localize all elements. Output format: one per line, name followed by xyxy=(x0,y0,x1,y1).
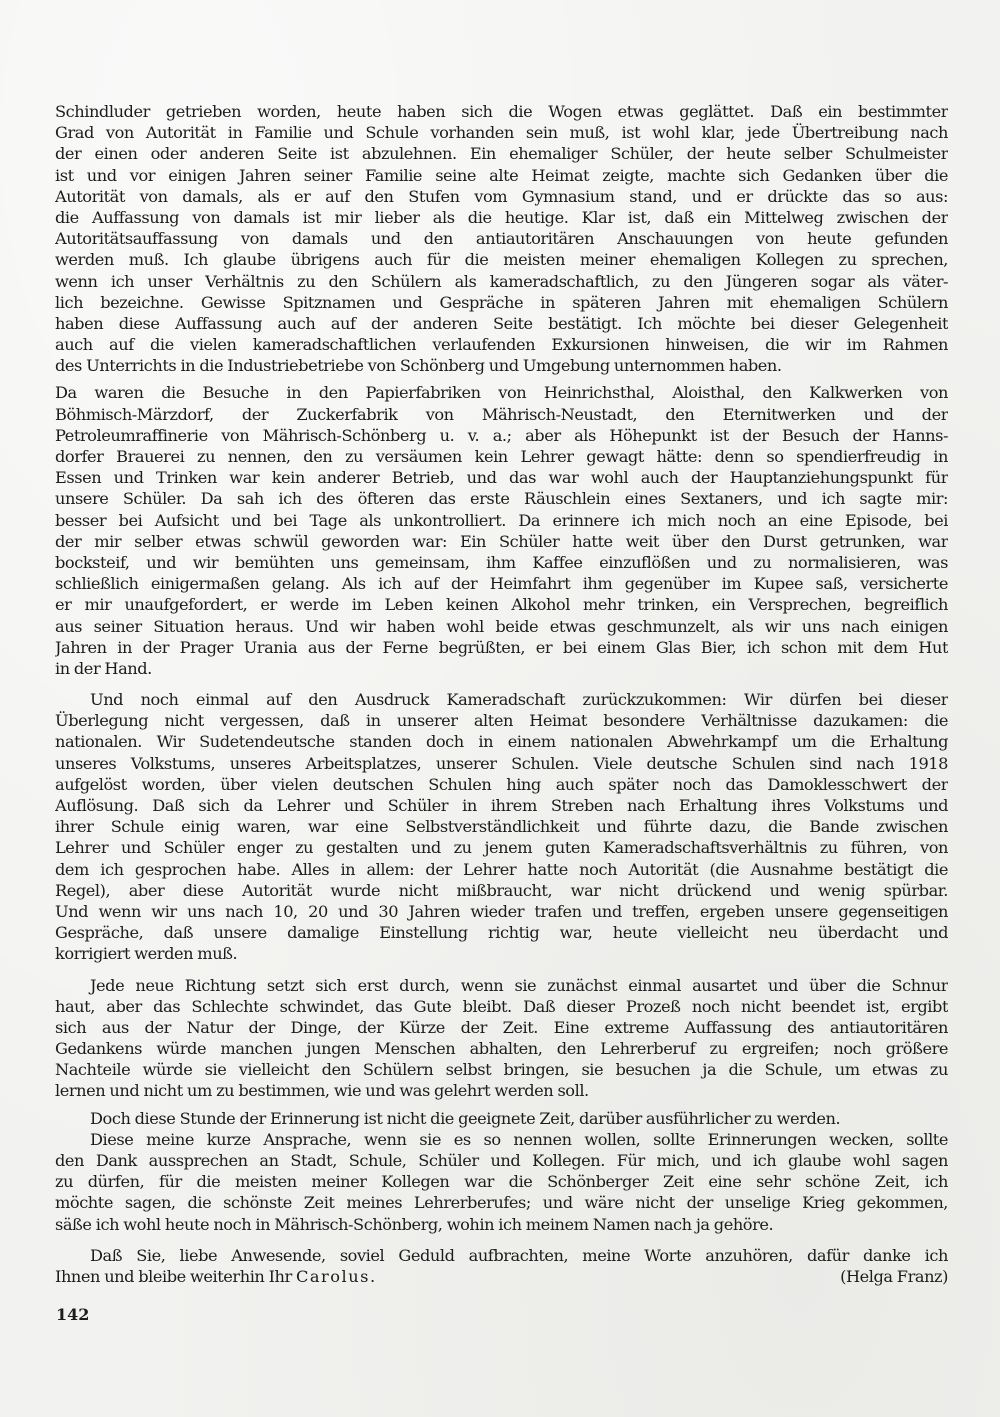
paragraph xyxy=(55,1129,948,1235)
text-line: wenn ich unser Verhältnis zu den Schülern als kameradschaftlich, zu den Jüngeren sogar als väter- xyxy=(55,271,948,291)
text-line: unseres Volkstums, unseres Arbeitsplatzes, unserer Schulen. Viele deutsche Schulen sind nach 1918 xyxy=(55,753,948,773)
signature-line xyxy=(55,1266,948,1287)
text-line: Jahren in der Prager Urania aus der Ferne begrüßten, er bei einem Glas Bier, ich schon mit dem Hut xyxy=(55,637,948,657)
text-line: Überlegung nicht vergessen, daß in unserer alten Heimat besondere Verhältnisse dazukamen: die xyxy=(55,711,948,731)
text-line: Und wenn wir uns nach 10, 20 und 30 Jahren wieder trafen und treffen, ergeben unsere gegenseitigen xyxy=(55,901,948,921)
text-line: ihrer Schule einig waren, war eine Selbstverständlichkeit und führte dazu, die Bande zwischen xyxy=(55,817,948,837)
page-number: 142 xyxy=(56,1305,90,1324)
text-line: Essen und Trinken war kein anderer Betrieb, und das war wohl auch der Hauptanziehungspunkt für xyxy=(55,468,948,488)
text-line: unsere Schüler. Da sah ich des öfteren das erste Räuschlein eines Sextaners, und ich sagte mir: xyxy=(55,489,948,509)
text-line: auch auf die vielen kameradschaftlichen verlaufenden Exkursionen hinweisen, die wir im Rahmen xyxy=(55,335,948,355)
text-line: zu dürfen, für die meisten meiner Kollegen war die Schönberger Zeit eine sehr schöne Zeit, ich xyxy=(55,1172,948,1192)
text-line: bocksteif, und wir bemühten uns gemeinsam, ihm Kaffee einzuflößen und zu normalisieren, was xyxy=(55,552,948,572)
text-line: Jede neue Richtung setzt sich erst durch, wenn sie zunächst einmal ausartet und über die Schnur xyxy=(90,975,948,995)
text-line: lernen und nicht um zu bestimmen, wie und was gelehrt werden soll. xyxy=(55,1081,589,1101)
text-line: werden muß. Ich glaube übrigens auch für die meisten meiner ehemaligen Kollegen zu sprechen, xyxy=(55,250,948,270)
text-line: Diese meine kurze Ansprache, wenn sie es so nennen wollen, sollte Erinnerungen wecken, sollte xyxy=(90,1129,948,1149)
text-line: lich bezeichne. Gewisse Spitznamen und Gespräche in späteren Jahren mit ehemaligen Schülern xyxy=(55,292,948,312)
text-line: Grad von Autorität in Familie und Schule vorhanden sein muß, ist wohl klar, jede Übertreibung nach xyxy=(55,123,948,143)
text-line: Da waren die Besuche in den Papierfabriken von Heinrichsthal, Aloisthal, den Kalkwerken von xyxy=(55,383,948,403)
text-line: säße ich wohl heute noch in Mährisch-Schönberg, wohin ich meinem Namen nach ja gehöre. xyxy=(55,1214,774,1234)
paragraph-gap xyxy=(55,965,948,975)
paragraph-gap xyxy=(55,1235,948,1245)
text-line: Doch diese Stunde der Erinnerung ist nicht die geeignete Zeit, darüber ausführlicher zu werden. xyxy=(90,1108,841,1128)
text-line: Autoritätsauffassung von damals und den antiautoritären Anschauungen von heute gefunden xyxy=(55,229,948,249)
text-line: aus seiner Situation heraus. Und wir haben wohl beide etwas geschmunzelt, als wir uns nach einigen xyxy=(55,616,948,636)
closing-paragraph xyxy=(55,1245,948,1287)
text-line: Auflösung. Daß sich da Lehrer und Schüler in ihrem Streben nach Erhaltung ihres Volkstums und xyxy=(55,796,948,815)
text-line: möchte sagen, die schönste Zeit meines Lehrerberufes; und wäre nicht der unselige Krieg gekommen, xyxy=(55,1193,948,1213)
signature-name: Carolus. xyxy=(296,1266,377,1286)
text-line: haut, aber das Schlechte schwindet, das Gute bleibt. Daß dieser Prozeß noch nicht beendet ist, ergibt xyxy=(55,996,948,1016)
text-line: ist und vor einigen Jahren seiner Familie seine alte Heimat zeigte, machte sich Gedanken über die xyxy=(55,165,948,185)
text-line: haben diese Auffassung auch auf der anderen Seite bestätigt. Ich möchte bei dieser Gelegenheit xyxy=(55,313,948,333)
text-line: Gespräche, daß unsere damalige Einstellung richtig war, heute vielleicht neu überdacht und xyxy=(55,923,948,943)
text-line: des Unterrichts in die Industriebetriebe von Schönberg und Umgebung unternommen haben. xyxy=(55,356,782,376)
text-line: schließlich einigermaßen gelang. Als ich auf der Heimfahrt ihm gegenüber im Kupee saß, versicherte xyxy=(55,574,948,594)
paragraph xyxy=(55,1108,948,1129)
text-line: sich aus der Natur der Dinge, der Kürze der Zeit. Eine extreme Auffassung des antiautoritären xyxy=(55,1017,948,1037)
text-line: Und noch einmal auf den Ausdruck Kameradschaft zurückzukommen: Wir dürfen bei dieser xyxy=(90,690,948,710)
closing-text xyxy=(55,1266,377,1287)
paragraph-gap xyxy=(55,679,948,689)
text-line: Schindluder getrieben worden, heute haben sich die Wogen etwas geglättet. Daß ein bestimmter xyxy=(55,102,948,121)
text-line: Petroleumraffinerie von Mährisch-Schönberg u. v. a.; aber als Höhepunkt ist der Besuch der Hanns- xyxy=(55,425,948,445)
text-line: den Dank aussprechen an Stadt, Schule, Schüler und Kollegen. Für mich, und ich glaube wohl sagen xyxy=(55,1151,948,1170)
text-line: korrigiert werden muß. xyxy=(55,944,238,964)
closing-prefix: Ihnen und bleibe weiterhin Ihr xyxy=(55,1266,297,1286)
paragraph xyxy=(55,101,948,376)
paragraph xyxy=(55,382,948,679)
text-line: in der Hand. xyxy=(55,658,152,678)
text-line: dorfer Brauerei zu nennen, den zu versäumen kein Lehrer gewagt hätte: denn so spendierfreudig in xyxy=(55,447,948,466)
text-line: der einen oder anderen Seite ist abzulehnen. Ein ehemaliger Schüler, der heute selber Schulmeister xyxy=(55,144,948,164)
text-line: Gedankens würde manchen jungen Menschen abhalten, den Lehrerberuf zu ergreifen; noch größere xyxy=(55,1039,948,1059)
text-line: Autorität von damals, als er auf den Stufen vom Gymnasium stand, und er drückte das so aus: xyxy=(55,186,948,206)
text-line: Lehrer und Schüler enger zu gestalten und zu jenem guten Kameradschaftsverhältnis zu führen, von xyxy=(55,838,948,858)
text-line: aufgelöst worden, über vielen deutschen Schulen hing auch später noch das Damoklesschwert der xyxy=(55,774,948,794)
text-line: die Auffassung von damals ist mir lieber als die heutige. Klar ist, daß ein Mittelweg zwischen der xyxy=(55,207,948,227)
paragraph xyxy=(55,975,948,1102)
text-line: dem ich gesprochen habe. Alles in allem: der Lehrer hatte noch Autorität (die Ausnahme bestätigt die xyxy=(55,859,948,879)
text-line: Regel), aber diese Autorität wurde nicht mißbraucht, war nicht drückend und wenig spürbar. xyxy=(55,880,948,900)
text-line: Nachteile würde sie vielleicht den Schülern selbst bringen, sie besuchen ja die Schule, um etwas zu xyxy=(55,1060,948,1080)
text-line: Böhmisch-Märzdorf, der Zuckerfabrik von Mährisch-Neustadt, den Eternitwerken und der xyxy=(55,404,948,424)
text-line: Daß Sie, liebe Anwesende, soviel Geduld aufbrachten, meine Worte anzuhören, dafür danke ich xyxy=(90,1245,948,1265)
author-credit: (Helga Franz) xyxy=(840,1266,948,1286)
text-line: besser bei Aufsicht und bei Tage als unkontrolliert. Da erinnere ich mich noch an eine Episode, bei xyxy=(55,510,948,530)
paragraph xyxy=(55,689,948,964)
text-line: der mir selber etwas schwül geworden war: Ein Schüler hatte weit über den Durst getrunken, war xyxy=(55,531,948,551)
body-text xyxy=(55,101,948,1287)
text-line: nationalen. Wir Sudetendeutsche standen doch in einem nationalen Abwehrkampf um die Erhaltung xyxy=(55,732,948,752)
text-line: er mir unaufgefordert, er werde im Leben keinen Alkohol mehr trinken, ein Versprechen, begreiflich xyxy=(55,595,948,615)
